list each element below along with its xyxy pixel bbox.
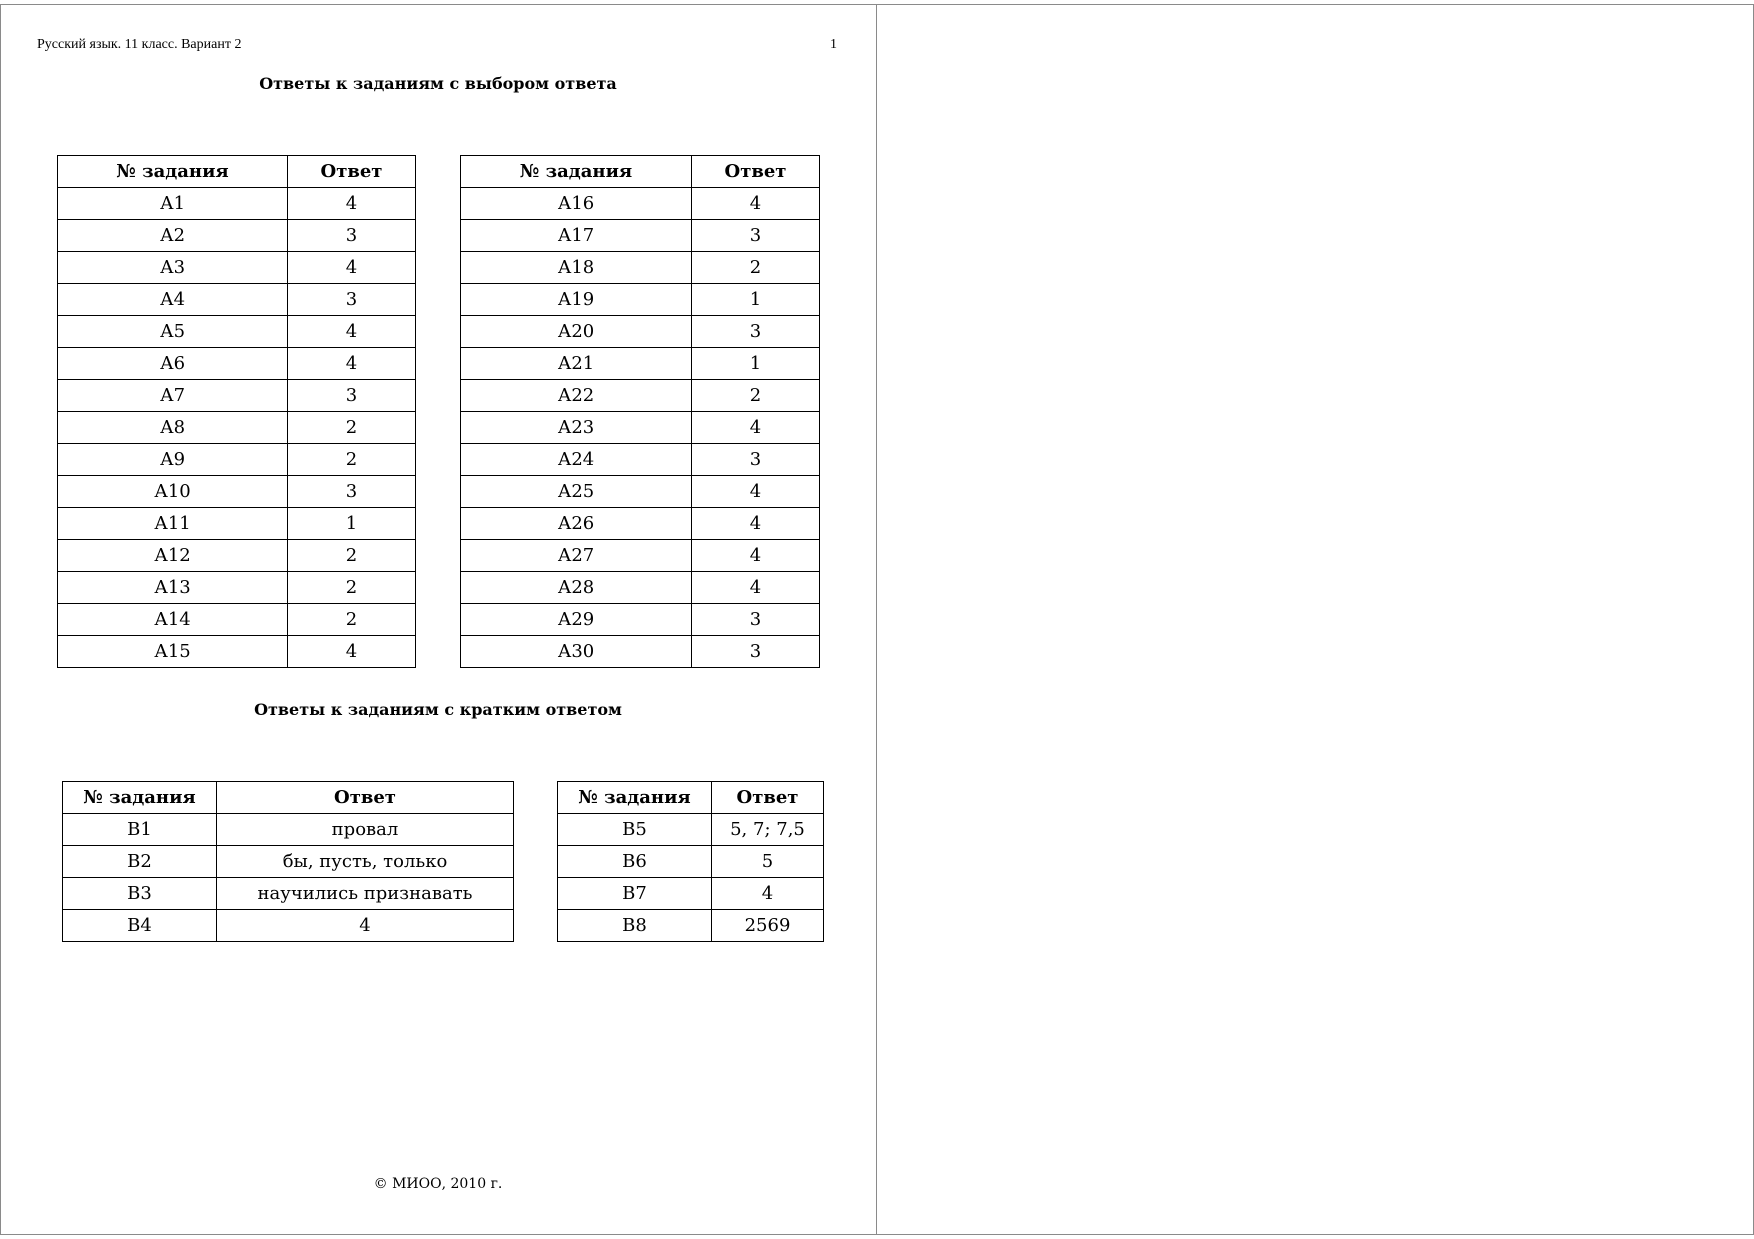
answer-cell: 1 <box>692 284 820 316</box>
answer-cell: 4 <box>288 188 416 220</box>
table-header-row <box>461 156 820 188</box>
task-number-cell: А20 <box>461 316 692 348</box>
answer-cell: 2 <box>288 540 416 572</box>
answer-cell: провал <box>217 814 514 846</box>
answers-table-b-right <box>557 781 824 942</box>
answer-cell: 3 <box>692 636 820 668</box>
answer-cell: 4 <box>288 316 416 348</box>
table-row <box>461 444 820 476</box>
table-row <box>461 636 820 668</box>
task-number-cell: В4 <box>63 910 217 942</box>
table-row <box>461 380 820 412</box>
answer-cell: 4 <box>288 348 416 380</box>
table-row <box>461 284 820 316</box>
answer-cell: 2 <box>288 412 416 444</box>
table-row <box>58 444 416 476</box>
answer-cell: 3 <box>288 476 416 508</box>
task-number-cell: В5 <box>558 814 712 846</box>
table-row <box>461 540 820 572</box>
table-row <box>58 220 416 252</box>
table-row <box>63 846 514 878</box>
table-header-row <box>58 156 416 188</box>
section-b-title: Ответы к заданиям с кратким ответом <box>254 700 622 719</box>
task-number-cell: А21 <box>461 348 692 380</box>
answer-cell: 3 <box>288 220 416 252</box>
column-header-task: № задания <box>63 782 217 814</box>
table-row <box>461 252 820 284</box>
table-row <box>58 540 416 572</box>
table-row <box>58 348 416 380</box>
table-row <box>58 284 416 316</box>
table-row <box>558 910 824 942</box>
answer-cell: 3 <box>692 444 820 476</box>
answer-cell: 4 <box>288 252 416 284</box>
task-number-cell: В2 <box>63 846 217 878</box>
task-number-cell: А28 <box>461 572 692 604</box>
table-row <box>461 188 820 220</box>
task-number-cell: В7 <box>558 878 712 910</box>
table-row <box>461 604 820 636</box>
answer-cell: 3 <box>692 220 820 252</box>
answers-table-a-left <box>57 155 416 668</box>
table-row <box>461 412 820 444</box>
answer-cell: 4 <box>712 878 824 910</box>
table-row <box>58 476 416 508</box>
answer-cell: 1 <box>692 348 820 380</box>
column-header-answer: Ответ <box>288 156 416 188</box>
answer-cell: 2 <box>692 252 820 284</box>
answer-cell: бы, пусть, только <box>217 846 514 878</box>
answer-cell: 2 <box>288 444 416 476</box>
table-row <box>461 572 820 604</box>
task-number-cell: А23 <box>461 412 692 444</box>
answer-cell: 4 <box>288 636 416 668</box>
table-header-row <box>63 782 514 814</box>
task-number-cell: А29 <box>461 604 692 636</box>
task-number-cell: А5 <box>58 316 288 348</box>
table-row <box>58 188 416 220</box>
task-number-cell: А13 <box>58 572 288 604</box>
task-number-cell: А27 <box>461 540 692 572</box>
answer-cell: 4 <box>692 540 820 572</box>
answer-cell: 3 <box>692 604 820 636</box>
answer-cell: научились признавать <box>217 878 514 910</box>
table-row <box>58 316 416 348</box>
task-number-cell: А15 <box>58 636 288 668</box>
task-number-cell: А12 <box>58 540 288 572</box>
task-number-cell: А19 <box>461 284 692 316</box>
table-row <box>63 910 514 942</box>
task-number-cell: А18 <box>461 252 692 284</box>
answers-table-b-left <box>62 781 514 942</box>
task-number-cell: А6 <box>58 348 288 380</box>
column-header-answer: Ответ <box>712 782 824 814</box>
answer-cell: 3 <box>692 316 820 348</box>
answer-cell: 4 <box>692 508 820 540</box>
answer-cell: 4 <box>692 476 820 508</box>
task-number-cell: А10 <box>58 476 288 508</box>
table-header-row <box>558 782 824 814</box>
document-page-right <box>876 4 1754 1235</box>
table-row <box>558 814 824 846</box>
answer-cell: 2 <box>288 604 416 636</box>
task-number-cell: А14 <box>58 604 288 636</box>
task-number-cell: А17 <box>461 220 692 252</box>
page-header-title: Русский язык. 11 класс. Вариант 2 <box>37 37 242 52</box>
task-number-cell: В6 <box>558 846 712 878</box>
answer-cell: 5 <box>712 846 824 878</box>
table-row <box>558 878 824 910</box>
answer-cell: 4 <box>692 572 820 604</box>
table-row <box>58 252 416 284</box>
table-row <box>461 220 820 252</box>
column-header-task: № задания <box>461 156 692 188</box>
task-number-cell: В3 <box>63 878 217 910</box>
task-number-cell: А3 <box>58 252 288 284</box>
table-row <box>58 412 416 444</box>
answers-table-a-right <box>460 155 820 668</box>
column-header-answer: Ответ <box>692 156 820 188</box>
task-number-cell: А26 <box>461 508 692 540</box>
column-header-task: № задания <box>558 782 712 814</box>
answer-cell: 2 <box>288 572 416 604</box>
table-row <box>63 878 514 910</box>
task-number-cell: В1 <box>63 814 217 846</box>
column-header-answer: Ответ <box>217 782 514 814</box>
task-number-cell: А8 <box>58 412 288 444</box>
task-number-cell: В8 <box>558 910 712 942</box>
task-number-cell: А4 <box>58 284 288 316</box>
table-row <box>58 380 416 412</box>
answer-cell: 4 <box>692 188 820 220</box>
task-number-cell: А11 <box>58 508 288 540</box>
answer-cell: 4 <box>217 910 514 942</box>
table-row <box>63 814 514 846</box>
answer-cell: 4 <box>692 412 820 444</box>
table-row <box>58 508 416 540</box>
table-row <box>558 846 824 878</box>
table-row <box>461 316 820 348</box>
section-a-title: Ответы к заданиям с выбором ответа <box>259 74 617 93</box>
answer-cell: 3 <box>288 284 416 316</box>
task-number-cell: А1 <box>58 188 288 220</box>
table-row <box>58 604 416 636</box>
answer-cell: 3 <box>288 380 416 412</box>
answer-cell: 2 <box>692 380 820 412</box>
answer-cell: 2569 <box>712 910 824 942</box>
table-row <box>461 348 820 380</box>
task-number-cell: А25 <box>461 476 692 508</box>
task-number-cell: А9 <box>58 444 288 476</box>
answer-cell: 1 <box>288 508 416 540</box>
answer-cell: 5, 7; 7,5 <box>712 814 824 846</box>
copyright-footer: © МИОО, 2010 г. <box>373 1176 503 1192</box>
table-row <box>58 572 416 604</box>
table-row <box>58 636 416 668</box>
table-row <box>461 508 820 540</box>
task-number-cell: А2 <box>58 220 288 252</box>
task-number-cell: А16 <box>461 188 692 220</box>
task-number-cell: А22 <box>461 380 692 412</box>
column-header-task: № задания <box>58 156 288 188</box>
page-number: 1 <box>830 37 837 52</box>
task-number-cell: А30 <box>461 636 692 668</box>
task-number-cell: А7 <box>58 380 288 412</box>
table-row <box>461 476 820 508</box>
task-number-cell: А24 <box>461 444 692 476</box>
